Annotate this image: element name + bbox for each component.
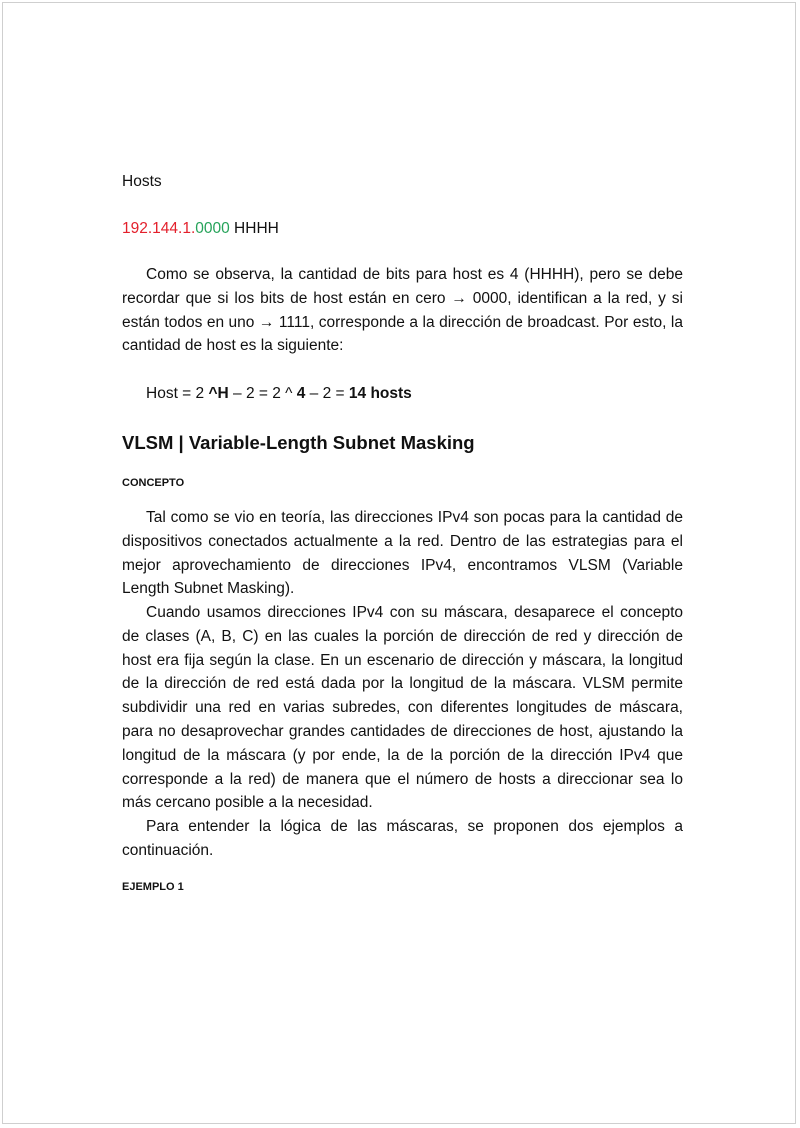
paragraph-3-text: Para entender la lógica de las máscaras, se proponen dos ejemplos a continuación. <box>122 818 683 859</box>
formula-result: 14 hosts <box>348 385 412 402</box>
concept-label: CONCEPTO <box>122 477 185 489</box>
ip-host-mask: HHHH <box>229 220 279 237</box>
formula-value: 4 <box>296 385 306 402</box>
formula-exponent: ^H <box>208 385 229 402</box>
paragraph-3 <box>122 815 683 863</box>
paragraph-2-text: Cuando usamos direcciones IPv4 con su máscara, desaparece el concepto de clases (A, B, C) en las cuales la porción de dirección de red y dirección de host era fija según la clase. En un escenario de dirección y máscara, la longitud de la dirección de red está dada por la longitud de la máscara. VLSM permite subdividir una red en varias subredes, con diferentes longitudes de máscara, para no desaprovechar grandes cantidades de direcciones de host, ajustando la longitud de la máscara (y por ende, la de la porción de la dirección IPv4 que corresponde a la red) de manera que el número de hosts a direccionar sea lo más cercano posible a la necesidad. <box>122 604 683 812</box>
example-label: EJEMPLO 1 <box>122 881 184 893</box>
host-formula <box>122 382 707 406</box>
document-page <box>2 2 796 1124</box>
formula-part: – 2 = 2 ^ <box>228 385 297 402</box>
formula-part: – 2 = <box>305 385 349 402</box>
paragraph-hosts-text: Como se observa, la cantidad de bits para host es 4 (HHHH), pero se debe recordar que si los bits de host están en cero → 0000, identifican a la red, y si están todos en uno → 1111, corresponde a la dirección de broadcast. Por esto, la cantidad de host es la siguiente: <box>122 266 683 355</box>
section-title: VLSM | Variable-Length Subnet Masking <box>122 432 475 453</box>
ip-host-bits: 0000 <box>195 220 230 237</box>
formula-part: Host = 2 <box>146 385 209 402</box>
paragraph-1 <box>122 506 683 601</box>
paragraph-1-text: Tal como se vio en teoría, las direcciones IPv4 son pocas para la cantidad de dispositivos conectados actualmente a la red. Dentro de las estrategias para el mejor aprovechamiento de direcciones IPv4, encontramos VLSM (Variable Length Subnet Masking). <box>122 509 683 598</box>
ip-address-line <box>122 217 683 241</box>
hosts-label: Hosts <box>122 173 162 190</box>
paragraph-2 <box>122 601 683 815</box>
ip-network-part: 192.144.1. <box>122 220 196 237</box>
paragraph-hosts <box>122 263 683 358</box>
